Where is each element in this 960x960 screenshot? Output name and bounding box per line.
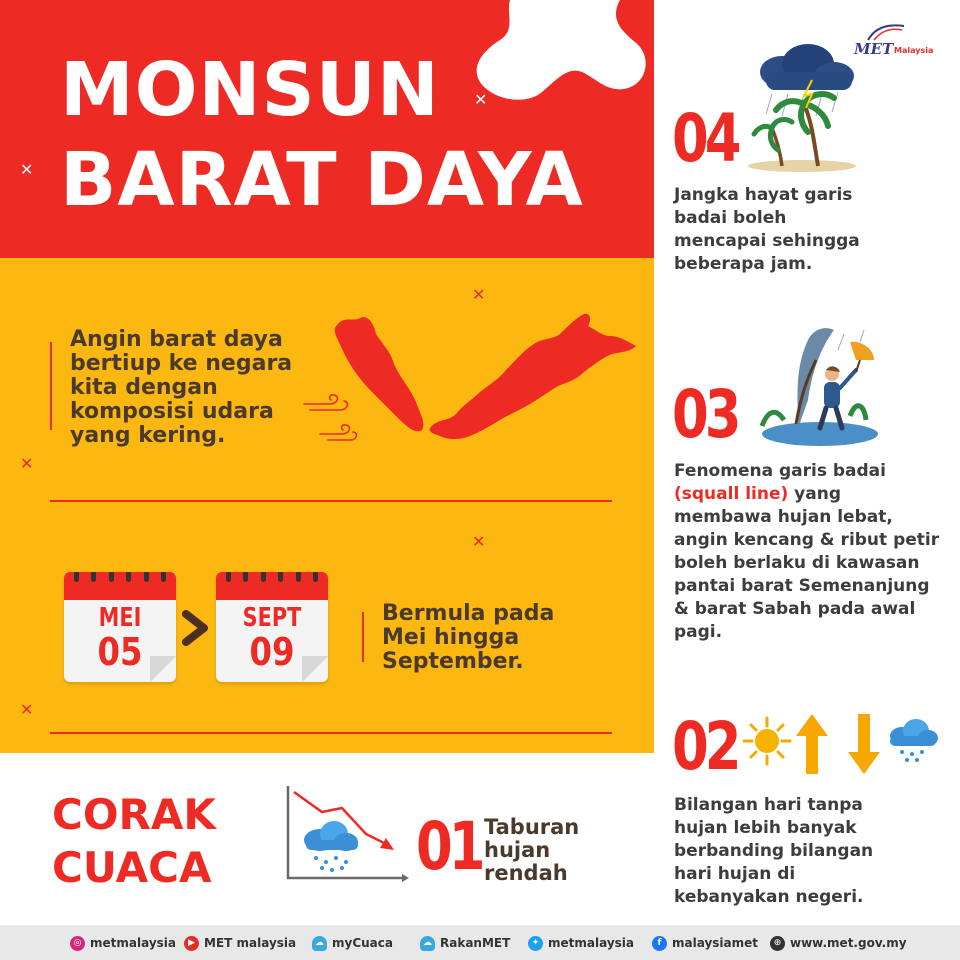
footer-rakanmet[interactable] xyxy=(420,933,510,953)
calendar-day: 09 xyxy=(249,630,295,674)
calendar-end xyxy=(216,572,328,682)
point-number-02: 02 xyxy=(672,708,738,785)
point-03-line: angin kencang & ribut petir xyxy=(674,530,940,550)
point-03-line: pagi. xyxy=(674,622,723,642)
footer-label: metmalaysia xyxy=(548,936,634,950)
x-mark-icon: ✕ xyxy=(472,532,486,551)
calendar-rings xyxy=(74,572,166,582)
storm-palm-tree-icon xyxy=(742,42,860,172)
logo-met-text: MET xyxy=(854,40,894,58)
point-number-01: 01 xyxy=(416,808,482,885)
title-line-2: BARAT DAYA xyxy=(60,137,584,223)
footer-website[interactable] xyxy=(770,933,907,953)
rainfall-decline-chart-icon xyxy=(282,782,412,888)
facebook-icon: f xyxy=(652,936,667,951)
wind-line: bertiup ke negara xyxy=(70,351,293,376)
calendar-month: SEPT xyxy=(242,603,302,633)
rain-cloud-icon xyxy=(882,718,940,766)
point-03-line-rest: yang xyxy=(788,484,842,504)
footer-twitter[interactable] xyxy=(528,933,634,953)
title-line-1: MONSUN xyxy=(60,47,440,133)
footer-label: myCuaca xyxy=(332,936,393,950)
point-number-04: 04 xyxy=(672,100,738,177)
point-02-line: hujan lebih banyak xyxy=(674,818,857,838)
point-01-text xyxy=(484,816,579,885)
point-02-line: hari hujan di xyxy=(674,864,796,884)
footer-mycuaca[interactable] xyxy=(312,933,393,953)
splash-shape xyxy=(470,0,654,110)
point-03-text xyxy=(674,460,958,644)
section-title: CUACA xyxy=(52,843,212,892)
point-04-line: badai boleh xyxy=(674,208,787,228)
footer-label: malaysiamet xyxy=(672,936,758,950)
point-03-line: membawa hujan lebat, xyxy=(674,507,893,527)
malaysia-map xyxy=(330,310,640,445)
calendar-start xyxy=(64,572,176,682)
wind-line: Angin barat daya xyxy=(70,327,283,352)
point-01-line: rendah xyxy=(484,861,568,885)
point-number-03: 03 xyxy=(672,376,738,453)
footer-label: metmalaysia xyxy=(90,936,176,950)
wind-line: kita dengan xyxy=(70,375,218,400)
x-mark-icon: ✕ xyxy=(20,454,34,473)
logo-country-text: Malaysia xyxy=(894,46,934,55)
point-02-text xyxy=(674,794,944,909)
rakanmet-cloud-icon: ☁ xyxy=(420,936,435,951)
divider-line xyxy=(50,732,612,734)
footer-instagram[interactable] xyxy=(70,933,176,953)
divider-line xyxy=(50,500,612,502)
wind-line: yang kering. xyxy=(70,423,226,448)
point-04-line: beberapa jam. xyxy=(674,254,813,274)
calendar-rings xyxy=(226,572,318,582)
x-mark-icon: ✕ xyxy=(20,700,34,719)
point-02-line: berbanding bilangan xyxy=(674,841,874,861)
section-title: CORAK xyxy=(52,790,216,839)
point-03-line: boleh berlaku di kawasan xyxy=(674,553,920,573)
footer-label: RakanMET xyxy=(440,936,511,950)
weather-cloud-icon: ☁ xyxy=(312,936,327,951)
point-04-line: mencapai sehingga xyxy=(674,231,860,251)
point-04-text xyxy=(674,184,944,276)
arrow-down-icon xyxy=(846,712,882,776)
calendar-day: 05 xyxy=(97,630,143,674)
twitter-icon: ✦ xyxy=(528,936,543,951)
x-mark-icon: ✕ xyxy=(472,285,486,304)
period-line: September. xyxy=(382,649,524,674)
instagram-icon: ◎ xyxy=(70,936,85,951)
point-03-line: Fenomena garis badai xyxy=(674,461,886,481)
footer-label: www.met.gov.my xyxy=(790,936,907,950)
youtube-icon: ▶ xyxy=(184,936,199,951)
footer-youtube[interactable] xyxy=(184,933,296,953)
page-fold xyxy=(302,656,328,682)
logo-swoosh-icon xyxy=(866,22,906,42)
footer-label: MET malaysia xyxy=(204,936,297,950)
point-03-line: pantai barat Semenanjung xyxy=(674,576,930,596)
period-line: Bermula pada xyxy=(382,601,555,626)
point-04-line: Jangka hayat garis xyxy=(674,185,853,205)
met-malaysia-logo xyxy=(848,22,940,62)
period-line: Mei hingga xyxy=(382,625,520,650)
point-01-line: Taburan xyxy=(484,815,580,839)
point-02-line: kebanyakan negeri. xyxy=(674,887,864,907)
x-mark-icon: ✕ xyxy=(20,160,34,179)
point-01-line: hujan xyxy=(484,838,551,862)
chevron-right-icon xyxy=(182,610,210,646)
footer-facebook[interactable] xyxy=(652,933,758,953)
arrow-up-icon xyxy=(794,712,830,776)
page-fold xyxy=(150,656,176,682)
accent-bar xyxy=(362,612,364,662)
period-description xyxy=(382,602,592,674)
globe-icon: ⊕ xyxy=(770,936,785,951)
point-03-line xyxy=(674,483,958,506)
point-03-line: & barat Sabah pada awal xyxy=(674,599,916,619)
wind-description xyxy=(70,328,320,448)
x-mark-icon: ✕ xyxy=(474,90,488,109)
point-02-line: Bilangan hari tanpa xyxy=(674,795,863,815)
calendar-month: MEI xyxy=(98,603,142,633)
sun-icon xyxy=(742,716,792,766)
squall-line-term: (squall line) xyxy=(674,484,789,504)
person-in-storm-icon xyxy=(756,320,880,450)
accent-bar xyxy=(50,342,52,430)
wind-line: komposisi udara xyxy=(70,399,274,424)
